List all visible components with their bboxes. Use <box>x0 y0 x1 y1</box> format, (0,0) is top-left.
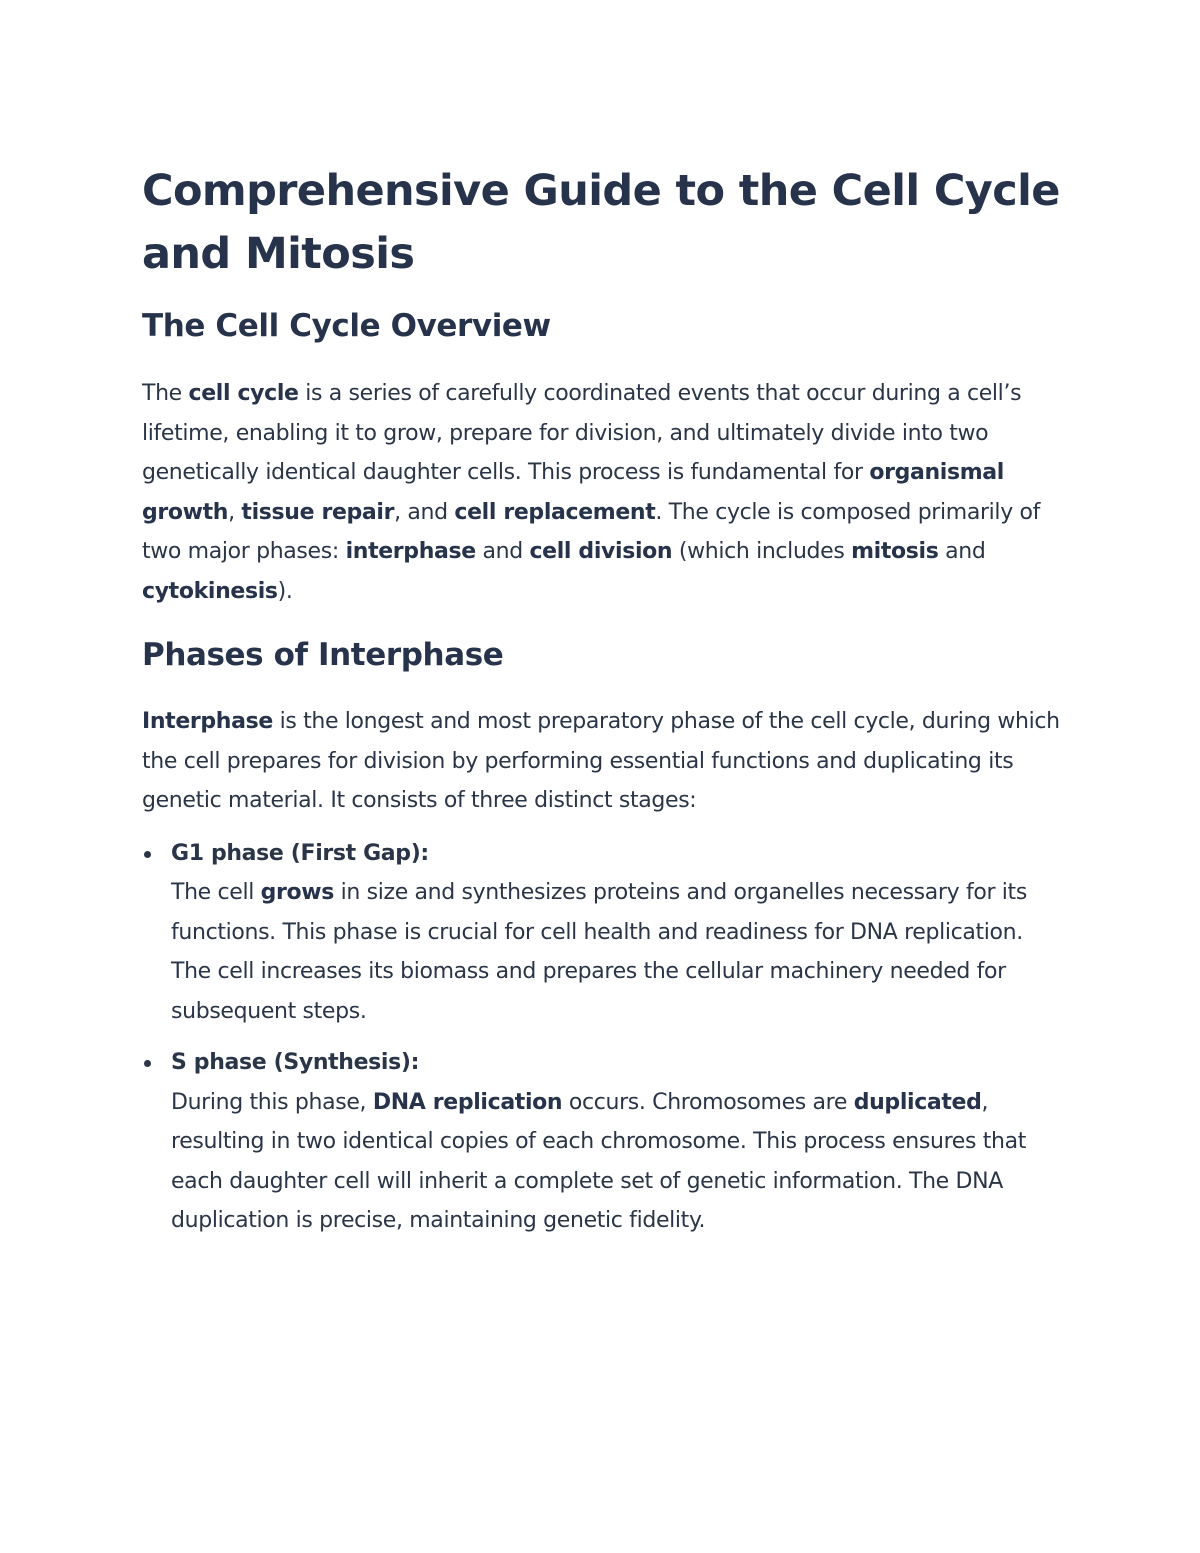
text-run: The <box>142 381 189 406</box>
text-run: occurs. Chromosomes are <box>562 1089 854 1115</box>
overview-paragraph <box>142 374 1062 611</box>
text-run: and <box>938 539 986 564</box>
bold-term: cytokinesis <box>142 578 278 604</box>
list-item-g1-phase <box>142 834 1062 1032</box>
bold-term: grows <box>260 880 334 905</box>
bold-term: duplicated <box>853 1089 982 1115</box>
text-run: ). <box>277 578 293 604</box>
bold-term: organismal growth <box>142 460 1004 525</box>
bold-term: tissue repair <box>241 499 395 525</box>
stage-description <box>171 1083 1062 1241</box>
section-heading-interphase: Phases of Interphase <box>142 637 504 673</box>
stage-title: S phase (Synthesis): <box>171 1050 420 1075</box>
stage-list <box>142 834 1062 1241</box>
page-title: Comprehensive Guide to the Cell Cycle and Mitosis <box>142 166 1060 279</box>
text-run: and <box>475 539 530 564</box>
document-page <box>142 160 1062 1253</box>
bullet-icon <box>144 851 151 858</box>
text-run: in size and synthesizes proteins and organelles necessary for its functions. This phase is crucial for cell health and readiness for DNA replication. The cell increases its biomass and prepares the cellular machinery needed for subsequent steps. <box>171 880 1027 1024</box>
list-item-s-phase <box>142 1043 1062 1241</box>
text-run: is a series of carefully coordinated events that occur during a cell’s lifetime, enabling it to grow, prepare for division, and ultimately divide into two genetically identical daughter cells. This process is fundamental for <box>142 381 1022 485</box>
stage-description <box>171 873 1062 1031</box>
bullet-icon <box>144 1060 151 1067</box>
bold-term: DNA replication <box>372 1089 563 1115</box>
section-heading-overview: The Cell Cycle Overview <box>142 308 551 344</box>
interphase-paragraph <box>142 702 1062 821</box>
bold-term: Interphase <box>142 709 273 734</box>
bold-term: cell cycle <box>188 381 299 406</box>
text-run: The cell <box>171 880 261 905</box>
stage-title: G1 phase (First Gap): <box>171 840 429 866</box>
text-run: (which includes <box>672 539 852 564</box>
bold-term: cell division <box>529 539 673 564</box>
text-run: . The cycle is composed primarily of two major phases: <box>142 499 1041 564</box>
text-run: , and <box>394 499 455 525</box>
text-run: is the longest and most preparatory phase of the cell cycle, during which the cell prepares for division by performing essential functions and duplicating its genetic material. It consists of three distinct stages: <box>142 709 1060 813</box>
text-run: , <box>228 499 242 525</box>
bold-term: mitosis <box>851 539 939 564</box>
text-run: During this phase, <box>171 1089 373 1115</box>
bold-term: cell replacement <box>454 499 656 525</box>
text-run: , resulting in two identical copies of each chromosome. This process ensures that each daughter cell will inherit a complete set of genetic information. The DNA duplication is precise, maintaining genetic fidelity. <box>171 1089 1026 1233</box>
bold-term: interphase <box>345 539 476 564</box>
